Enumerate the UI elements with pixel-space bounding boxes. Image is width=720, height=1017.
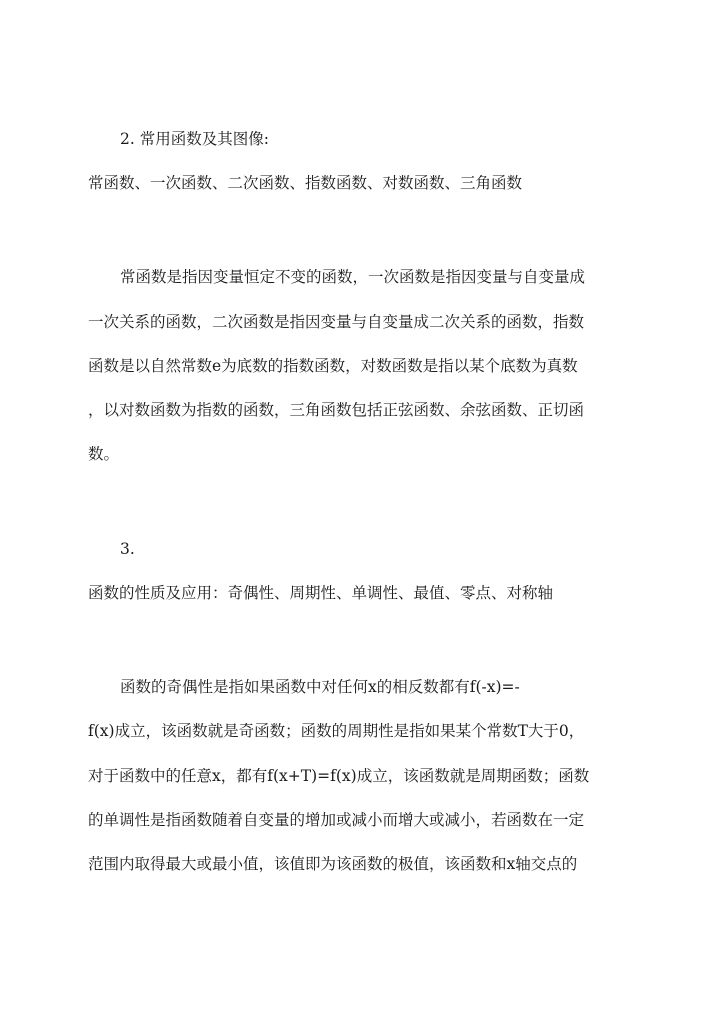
section-3-paragraph-line-5: 范围内取得最大或最小值，该值即为该函数的极值，该函数和x轴交点的 (88, 855, 578, 873)
section-2-heading: 2. 常用函数及其图像: (120, 130, 269, 148)
section-3-paragraph-line-4: 的单调性是指函数随着自变量的增加或减小而增大或减小，若函数在一定 (88, 811, 585, 829)
section-2-paragraph-line-4: ，以对数函数为指数的函数，三角函数包括正弦函数、余弦函数、正切函 (88, 401, 585, 419)
section-2-paragraph-line-2: 一次关系的函数，二次函数是指因变量与自变量成二次关系的函数，指数 (88, 313, 585, 331)
section-2-paragraph-line-3: 函数是以自然常数e为底数的指数函数，对数函数是指以某个底数为真数 (88, 357, 578, 375)
section-3-paragraph-line-3: 对于函数中的任意x，都有f(x+T)=f(x)成立，该函数就是周期函数；函数 (88, 767, 590, 785)
section-3-property-list: 函数的性质及应用：奇偶性、周期性、单调性、最值、零点、对称轴 (88, 584, 554, 602)
section-3-heading: 3. (120, 540, 135, 558)
section-2-paragraph-line-1: 常函数是指因变量恒定不变的函数，一次函数是指因变量与自变量成 (120, 268, 586, 286)
section-3-paragraph-line-2: f(x)成立，该函数就是奇函数；函数的周期性是指如果某个常数T大于0， (88, 722, 585, 740)
section-3-paragraph-line-1: 函数的奇偶性是指如果函数中对任何x的相反数都有f(-x)=- (120, 678, 520, 696)
section-2-paragraph-line-5: 数。 (88, 445, 120, 463)
section-2-function-list: 常函数、一次函数、二次函数、指数函数、对数函数、三角函数 (88, 174, 523, 192)
